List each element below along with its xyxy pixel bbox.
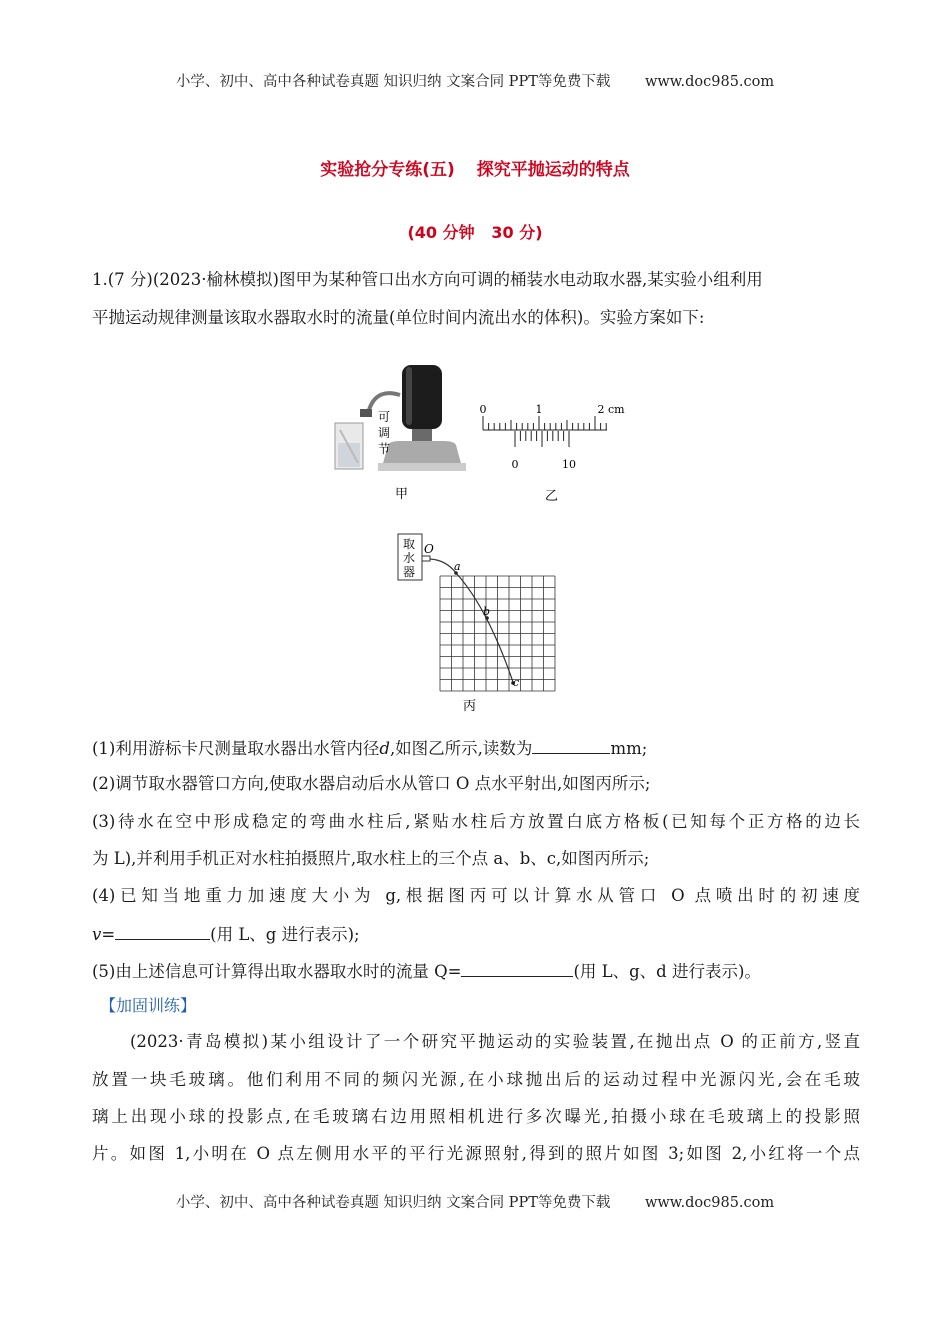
main-scale-label-1: 1 [535,403,543,416]
step-2: (2)调节取水器管口方向,使取水器启动后水从管口 O 点水平射出,如图丙所示; [92,774,651,793]
step-5-tail: (用 L、g、d 进行表示)。 [573,962,761,981]
main-scale-label-2: 2 cm [597,403,625,416]
figure-bing [388,530,568,718]
page-title [0,155,950,180]
vernier-label-10: 10 [562,458,576,471]
device-text-3: 器 [403,565,416,579]
page-header [0,70,950,91]
title-part1: 实验抢分专练(五) [320,160,455,180]
reinforce-tag: 【加固训练】 [100,996,197,1015]
device-text-2: 水 [403,551,416,565]
device-text-1: 取 [403,537,416,551]
main-scale-ticks [483,416,606,430]
subtitle-time: (40 分钟 [407,223,475,242]
footer-url[interactable]: www.doc985.com [644,1195,775,1211]
figure-jia [330,355,470,505]
glass-cup-graphic [335,423,363,469]
step-1 [92,735,860,761]
vernier-label-0: 0 [511,458,519,471]
reinforce-line3: 璃上出现小球的投影点,在毛玻璃右边用照相机进行多次曝光,拍摄小球在毛玻璃上的投影照 [92,1107,860,1126]
side-text-1: 可 [378,410,391,424]
question1-line1: 1.(7 分)(2023·榆林模拟)图甲为某种管口出水方向可调的桶装水电动取水器,某实验小组利用 [92,270,763,289]
step-5 [92,958,860,984]
main-scale-label-0: 0 [479,403,487,416]
reinforce-line2: 放置一块毛玻璃。他们利用不同的频闪光源,在小球抛出后的运动过程中光源闪光,会在毛玻 [92,1070,860,1089]
step-4-line2 [92,921,860,947]
origin-label: O [424,542,434,556]
point-b-label: b [483,605,491,618]
point-a-label: a [454,560,461,573]
vernier-scale-ticks [515,431,569,447]
reinforce-line4: 片。如图 1,小明在 O 点左侧用水平的平行光源照射,得到的照片如图 3;如图 2,小红将一个点 [92,1144,860,1163]
dispenser-graphic [360,365,466,471]
footer-text: 小学、初中、高中各种试卷真题 知识归纳 文案合同 PPT等免费下载 [175,1195,611,1211]
figure-yi [475,398,635,506]
question1-line2: 平抛运动规律测量该取水器取水时的流量(单位时间内流出水的体积)。实验方案如下: [92,308,705,327]
step-1-var: d [379,739,390,758]
step-3-line2: 为 L),并利用手机正对水柱拍摄照片,取水柱上的三个点 a、b、c,如图丙所示; [92,849,650,868]
caption-jia: 甲 [395,487,409,502]
step-4-line1: (4)已知当地重力加速度大小为 g,根据图丙可以计算水从管口 O 点喷出时的初速度 [92,886,860,905]
step-5-text: (5)由上述信息可计算得出取水器取水时的流量 Q= [92,962,462,981]
point-c-label: c [513,676,520,689]
header-text: 小学、初中、高中各种试卷真题 知识归纳 文案合同 PPT等免费下载 [175,74,611,90]
answer-blank-2[interactable] [115,921,210,940]
step-1-text: (1)利用游标卡尺测量取水器出水管内径 [92,739,380,758]
answer-blank-1[interactable] [532,735,610,754]
header-url[interactable]: www.doc985.com [644,74,775,90]
step-1-unit: mm; [610,739,648,758]
step-3-line1: (3)待水在空中形成稳定的弯曲水柱后,紧贴水柱后方放置白底方格板(已知每个正方格的边长 [92,812,860,831]
caption-bing: 丙 [463,699,477,714]
title-part2: 探究平抛运动的特点 [476,160,630,180]
page-subtitle [0,220,950,243]
side-text-2: 调 [378,426,391,440]
reinforce-line1: (2023·青岛模拟)某小组设计了一个研究平抛运动的实验装置,在抛出点 O 的正前方,竖直 [130,1032,860,1051]
square-grid [440,576,555,691]
step-1-text-b: ,如图乙所示,读数为 [389,739,533,758]
side-text-3: 节 [378,442,391,456]
caption-yi: 乙 [545,489,559,504]
step-4-var: v= [92,925,116,944]
answer-blank-3[interactable] [461,958,573,977]
subtitle-score: 30 分) [491,223,543,242]
step-4-tail: (用 L、g 进行表示); [210,925,360,944]
outlet-pipe [422,556,430,561]
page-footer [0,1191,950,1212]
